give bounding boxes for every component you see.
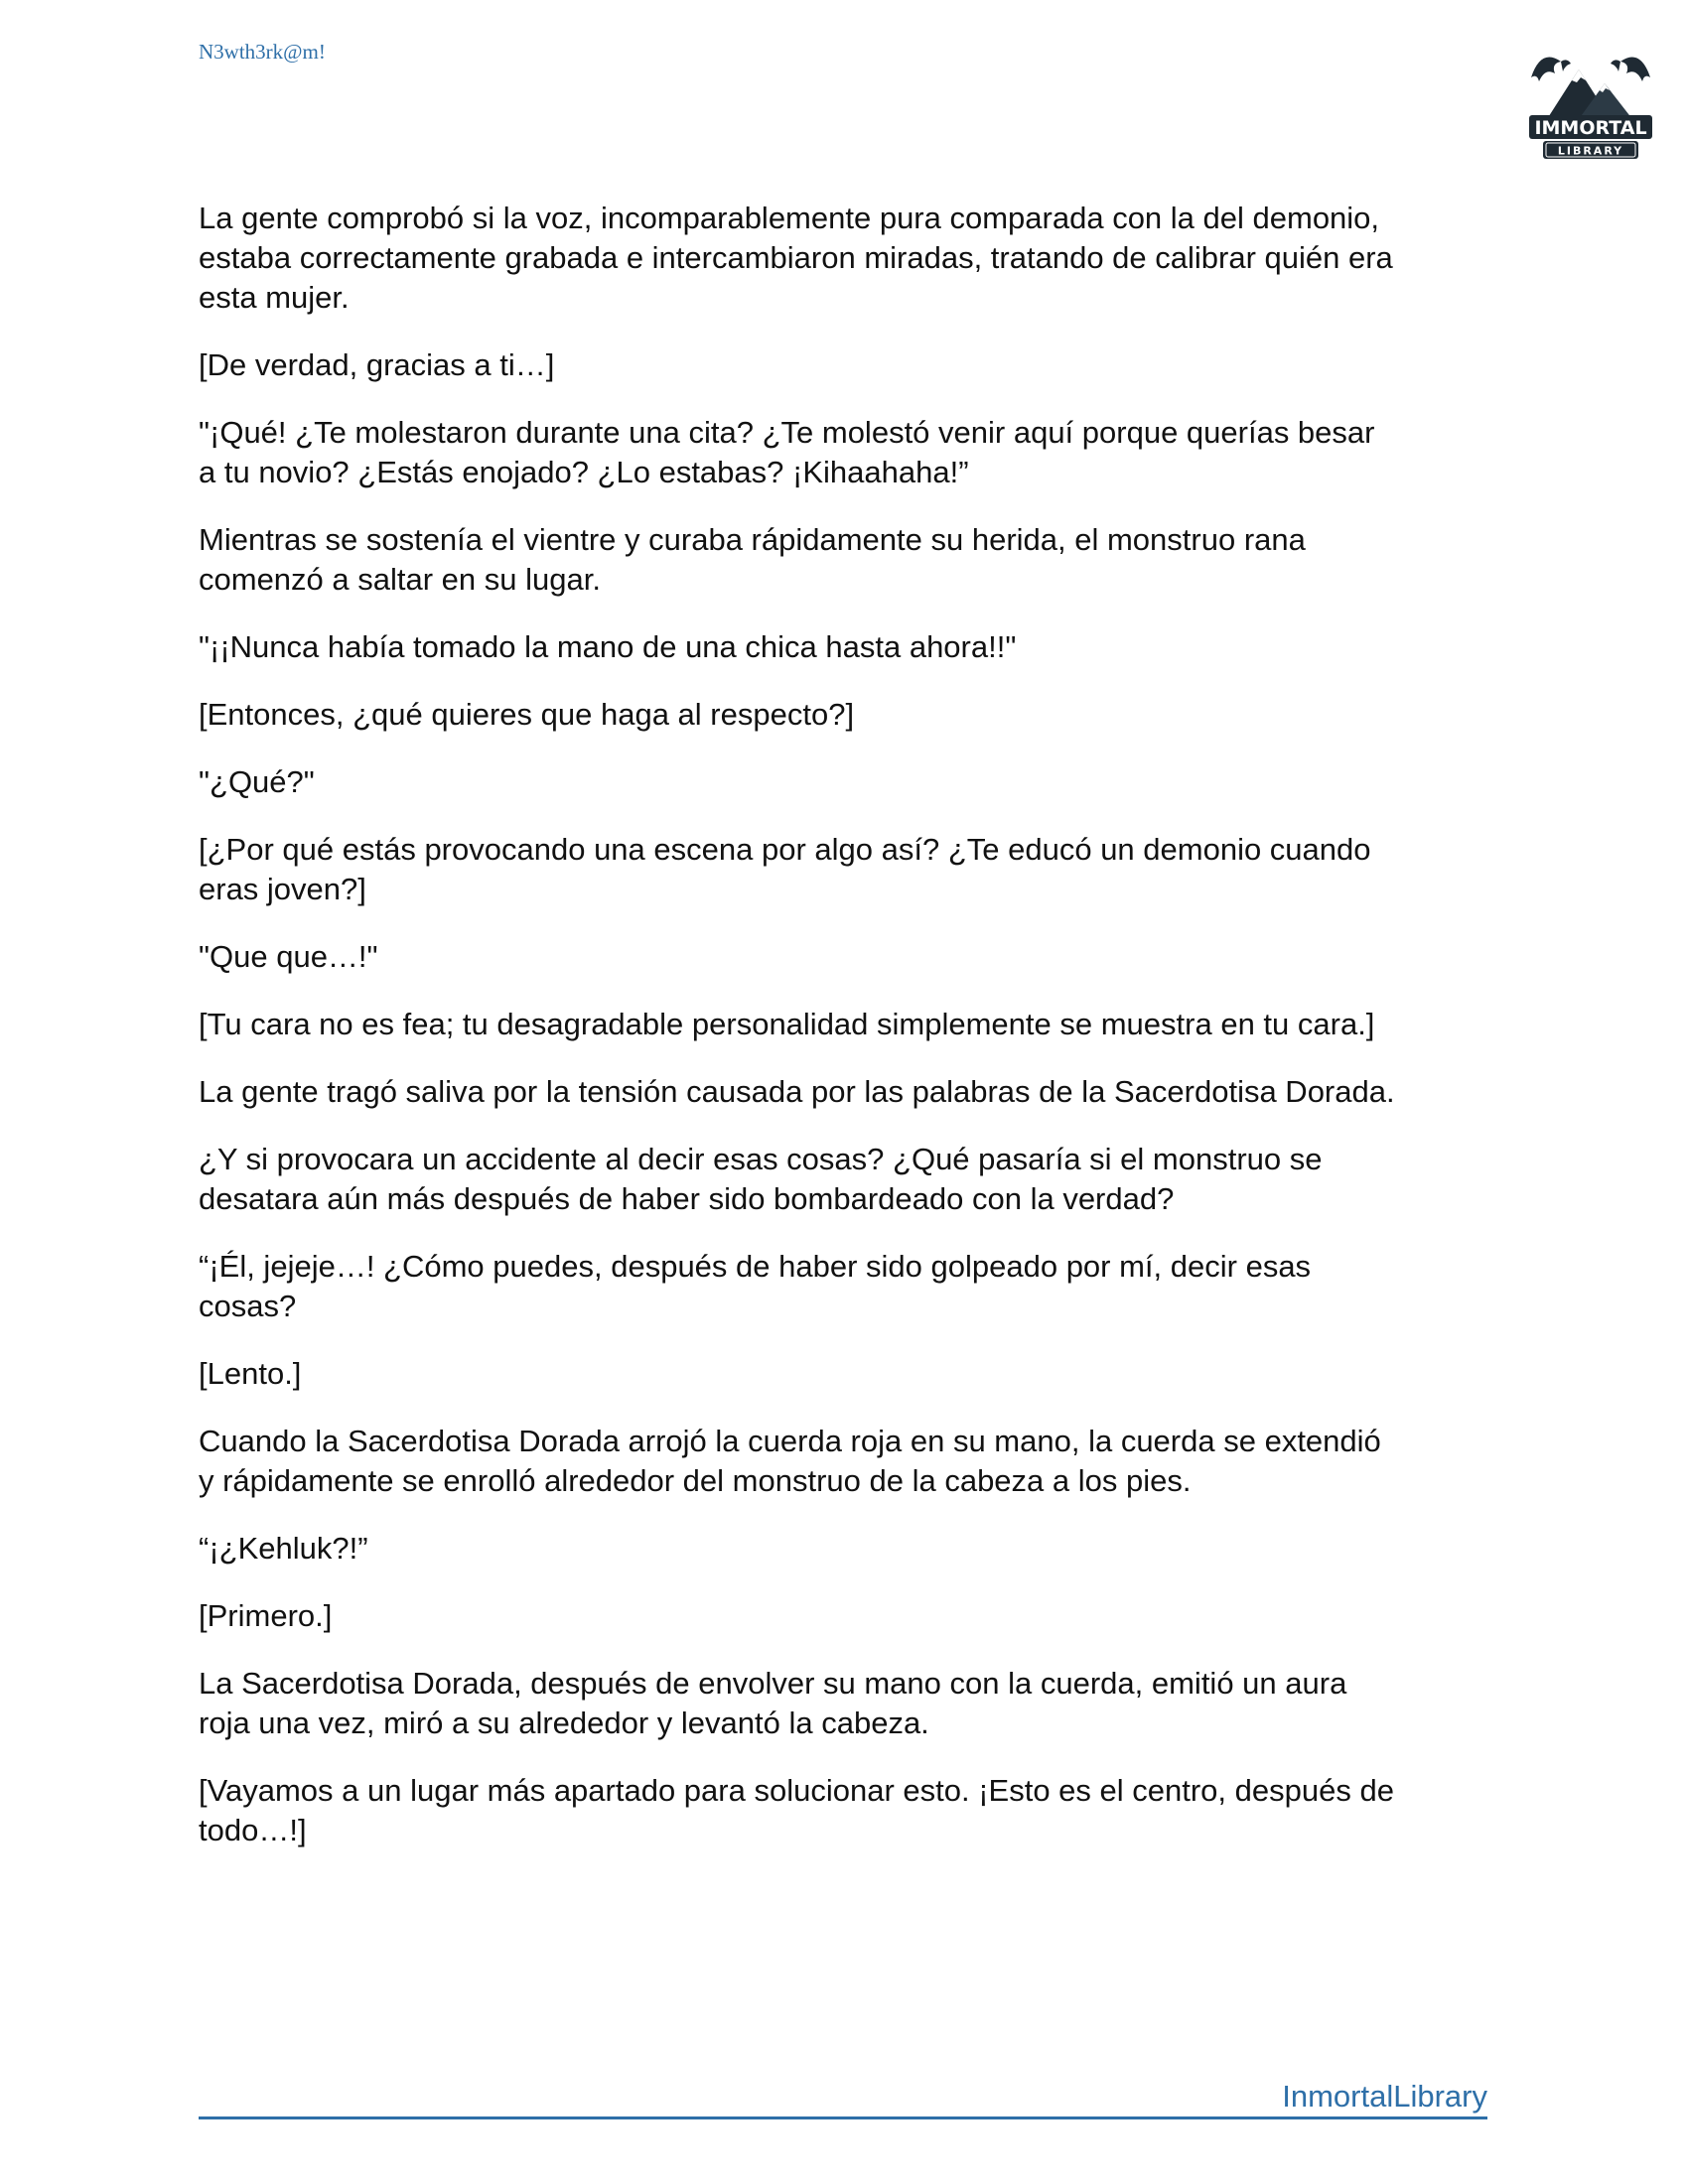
paragraph: “¡Él, jejeje…! ¿Cómo puedes, después de haber sido golpeado por mí, decir esas cosas? <box>199 1249 1312 1323</box>
paragraph: La gente comprobó si la voz, incomparablemente pura comparada con la del demonio, estaba correctamente grabada e intercambiaron miradas, tratando de calibrar quién era esta mujer. <box>199 201 1393 315</box>
logo-text-line2: LIBRARY <box>1557 144 1624 158</box>
paragraph: "¡Qué! ¿Te molestaron durante una cita? ¿Te molestó venir aquí porque querías besar a tu novio? ¿Estás enojado? ¿Lo estabas? ¡Kihaahaha!” <box>199 415 1375 489</box>
paragraph: Mientras se sostenía el vientre y curaba rápidamente su herida, el monstruo rana comenzó a saltar en su lugar. <box>199 522 1306 597</box>
paragraph: ¿Y si provocara un accidente al decir esas cosas? ¿Qué pasaría si el monstruo se desatara aún más después de haber sido bombardeado con la verdad? <box>199 1142 1323 1216</box>
paragraph: [¿Por qué estás provocando una escena por algo así? ¿Te educó un demonio cuando eras joven?] <box>199 832 1371 906</box>
paragraph: Cuando la Sacerdotisa Dorada arrojó la cuerda roja en su mano, la cuerda se extendió y rápidamente se enrolló alrededor del monstruo de la cabeza a los pies. <box>199 1424 1381 1498</box>
paragraph: [Tu cara no es fea; tu desagradable personalidad simplemente se muestra en tu cara.] <box>199 1007 1375 1041</box>
footer-rule <box>199 2077 1487 2119</box>
paragraph: [Lento.] <box>199 1356 302 1391</box>
paragraph: "¿Qué?" <box>199 764 315 799</box>
paragraph: La gente tragó saliva por la tensión causada por las palabras de la Sacerdotisa Dorada. <box>199 1074 1395 1109</box>
paragraph: “¡¿Kehluk?!” <box>199 1531 368 1566</box>
paragraph: La Sacerdotisa Dorada, después de envolver su mano con la cuerda, emitió un aura roja una vez, miró a su alrededor y levantó la cabeza. <box>199 1666 1347 1740</box>
chapter-body <box>199 199 1499 1878</box>
dragon-right-icon <box>1620 58 1650 81</box>
dragon-left-icon <box>1531 58 1561 81</box>
paragraph: "Que que…!" <box>199 939 378 974</box>
paragraph: "¡¡Nunca había tomado la mano de una chica hasta ahora!!" <box>199 629 1017 664</box>
logo-text-line1: IMMORTAL <box>1534 117 1647 139</box>
paragraph: [Vayamos a un lugar más apartado para solucionar esto. ¡Esto es el centro, después de todo…!] <box>199 1773 1394 1847</box>
author-handle: N3wth3rk@m! <box>199 40 326 64</box>
paragraph: [De verdad, gracias a ti…] <box>199 347 555 382</box>
paragraph: [Entonces, ¿qué quieres que haga al respecto?] <box>199 697 855 732</box>
paragraph: [Primero.] <box>199 1598 333 1633</box>
footer-library-link[interactable]: InmortalLibrary <box>1282 2079 1487 2114</box>
immortal-library-logo <box>1517 28 1664 175</box>
